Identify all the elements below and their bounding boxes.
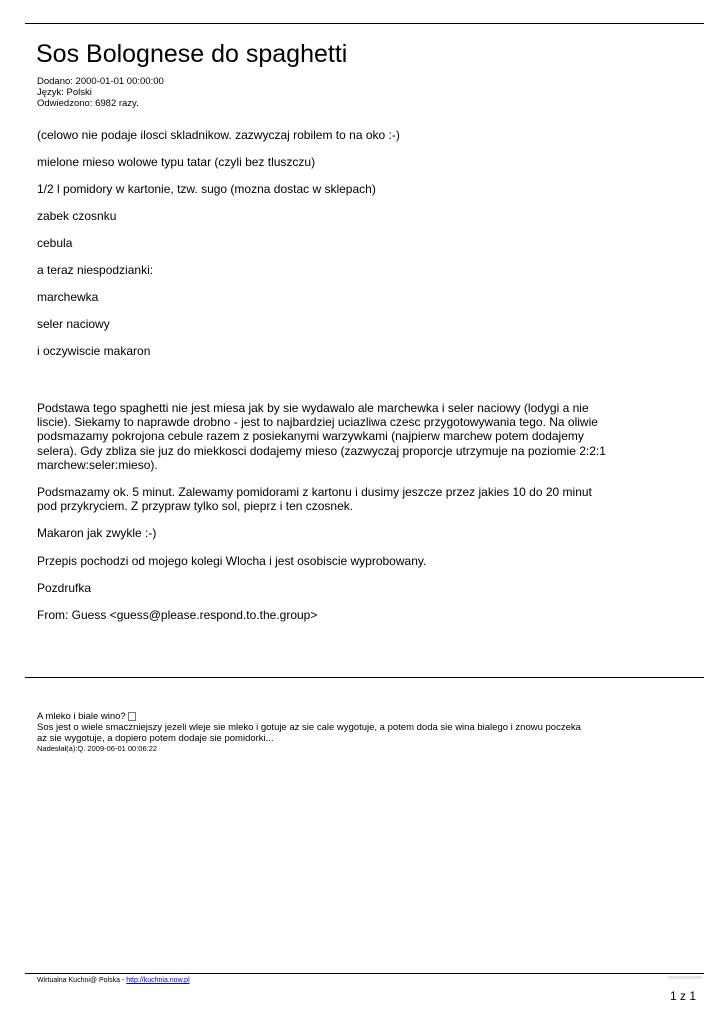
instruction-paragraph: Makaron jak zwykle :-) (37, 526, 157, 541)
recipe-meta (37, 76, 164, 109)
instruction-paragraph: Podsmazamy ok. 5 minut. Zalewamy pomidorami z kartonu i dusimy jeszcze przez jakies 10 do 20 minut pod przykryciem. Z przypraw tylko sol, pieprz i ten czosnek. (37, 485, 592, 514)
ingredient-item: seler naciowy (37, 317, 110, 331)
ingredient-item: mielone mieso wolowe typu tatar (czyli bez tluszczu) (37, 155, 316, 169)
top-divider (25, 23, 704, 24)
footer-divider (25, 973, 704, 974)
instruction-paragraph: Podstawa tego spaghetti nie jest miesa jak by sie wydawalo ale marchewka i seler naciowy (lodygi a nie liscie). Siekamy to naprawde drobno - jest to najbardziej uciazliwa czesc przygotowywania tego. Na oliwie podsmazamy pokrojona cebule razem z posiekanymi warzywkami (najpierw marchew potem dodajemy selera). Gdy zbliza sie juz do miekkosci dodajemy mieso (zazwyczaj proporcje utrzymuje na poziomie 2:2:1 marchew:seler:mieso). (37, 401, 606, 472)
added-date: Dodano: 2000-01-01 00:00:00 (37, 76, 164, 87)
instruction-paragraph: Przepis pochodzi od mojego kolegi Wlocha i jest osobiscie wyprobowany. (37, 553, 427, 568)
comments-divider (25, 677, 704, 678)
ingredient-item: i oczywiscie makaron (37, 344, 151, 358)
comment-text: az sie wygotuje, a dopiero potem dodaje sie pomidorki... (37, 733, 274, 744)
recipe-title: Sos Bolognese do spaghetti (36, 40, 348, 68)
comment-title: A mleko i biale wino? (37, 711, 126, 722)
recipe-content (37, 128, 612, 635)
language: Język: Polski (37, 87, 92, 98)
ingredient-item: a teraz niespodzianki: (37, 263, 154, 277)
comment-meta: Nadesłał(a):Q. 2009-06-01 00:06:22 (37, 744, 158, 753)
sign-off: Pozdrufka (37, 580, 92, 595)
comment-title-row (37, 711, 657, 722)
ingredient-list (37, 128, 612, 371)
comment (37, 711, 657, 753)
author-line: From: Guess <guess@please.respond.to.the.group> (37, 608, 318, 623)
ingredient-item: marchewka (37, 290, 99, 304)
comment-text: Sos jest o wiele smaczniejszy jezeli wleje sie mleko i gotuje az sie cale wygotuje, a potem doda sie wina bialego i znowu poczeka (37, 722, 581, 733)
missing-glyph-icon (128, 712, 136, 721)
ingredient-note: (celowo nie podaje ilosci skladnikow. zazwyczaj robilem to na oko :-) (37, 128, 400, 142)
footer-site-name: Wirtualna Kuchni@ Polska - (37, 977, 127, 984)
footer-stamp (668, 976, 702, 979)
footer-site-link[interactable]: http://kuchnia.now.pl (126, 977, 190, 984)
ingredient-item: zabek czosnku (37, 209, 117, 223)
ingredient-item: 1/2 l pomidory w kartonie, tzw. sugo (mozna dostac w sklepach) (37, 182, 376, 196)
footer (37, 976, 190, 985)
visit-count: Odwiedzono: 6982 razy. (37, 98, 139, 109)
page-number: 1 z 1 (670, 989, 697, 1003)
ingredient-item: cebula (37, 236, 73, 250)
recipe-instructions (37, 401, 612, 622)
